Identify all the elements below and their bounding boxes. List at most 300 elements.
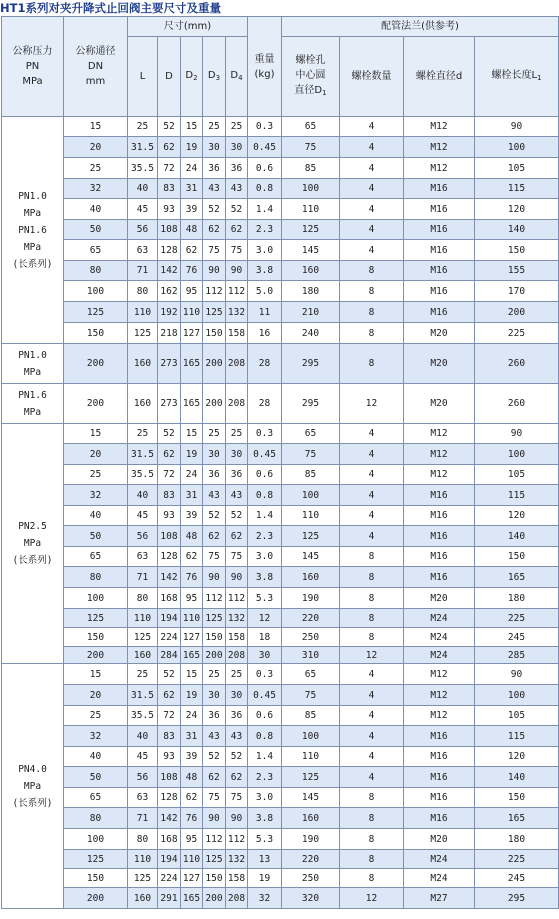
cell-bolt-len: 245: [475, 869, 559, 888]
cell-bolt-dia: M16: [404, 240, 475, 261]
header-diameter-line3: mm: [85, 76, 106, 87]
cell-d3: 125: [203, 850, 226, 869]
cell-d4: 132: [226, 609, 248, 628]
header-D3: $D_3$: [203, 37, 226, 117]
cell-dn: 125: [64, 302, 128, 323]
cell-d2: 62: [181, 240, 203, 261]
table-row: [2, 199, 559, 220]
pressure-label-line: MPa: [23, 241, 42, 253]
cell-d2: 39: [181, 747, 203, 767]
cell-d: 72: [158, 158, 181, 179]
cell-bolt-dia: M12: [404, 424, 475, 444]
header-pressure: [2, 17, 64, 117]
cell-bolt-len: 140: [475, 767, 559, 788]
header-bolt-circle-line3: 直径$D_1$: [294, 84, 327, 97]
cell-weight: 3.0: [248, 240, 282, 261]
cell-d2: 127: [181, 628, 203, 647]
cell-d3: 36: [203, 158, 226, 179]
cell-weight: 0.6: [248, 706, 282, 726]
cell-bolt-len: 180: [475, 588, 559, 609]
cell-d2: 48: [181, 220, 203, 240]
header-bolt-circle-line1: 螺栓孔: [295, 54, 326, 66]
table-row: [2, 808, 559, 829]
cell-d3: 200: [203, 888, 226, 909]
header-weight-line2: (kg): [254, 68, 275, 80]
cell-l: 40: [128, 485, 158, 506]
cell-d2: 39: [181, 199, 203, 220]
valve-spec-table: [1, 16, 559, 909]
cell-d4: 208: [226, 344, 248, 384]
cell-bolt-len: 100: [475, 444, 559, 465]
cell-bolt-circle: 65: [282, 424, 340, 444]
cell-bolt-circle: 220: [282, 609, 340, 628]
cell-d2: 31: [181, 726, 203, 747]
cell-d3: 112: [203, 829, 226, 850]
cell-d3: 25: [203, 117, 226, 137]
cell-bolt-len: 90: [475, 664, 559, 685]
cell-bolt-circle: 160: [282, 808, 340, 829]
table-row: [2, 179, 559, 199]
cell-d2: 95: [181, 829, 203, 850]
cell-bolt-circle: 250: [282, 869, 340, 888]
cell-dn: 15: [64, 664, 128, 685]
cell-bolt-circle: 75: [282, 444, 340, 465]
cell-bolt-dia: M16: [404, 506, 475, 526]
table-row: [2, 384, 559, 424]
cell-d: 62: [158, 444, 181, 465]
cell-dn: 25: [64, 706, 128, 726]
cell-bolt-circle: 65: [282, 664, 340, 685]
cell-l: 110: [128, 850, 158, 869]
cell-d: 93: [158, 506, 181, 526]
cell-bolt-count: 4: [340, 706, 404, 726]
cell-bolt-count: 12: [340, 647, 404, 664]
cell-l: 25: [128, 664, 158, 685]
cell-dn: 20: [64, 137, 128, 158]
cell-d2: 39: [181, 506, 203, 526]
table-row: [2, 137, 559, 158]
cell-dn: 20: [64, 444, 128, 465]
cell-weight: 3.8: [248, 567, 282, 588]
cell-bolt-circle: 180: [282, 281, 340, 302]
cell-weight: 0.8: [248, 179, 282, 199]
cell-l: 25: [128, 117, 158, 137]
cell-dn: 100: [64, 281, 128, 302]
cell-bolt-dia: M16: [404, 788, 475, 808]
cell-bolt-circle: 85: [282, 158, 340, 179]
cell-dn: 32: [64, 179, 128, 199]
cell-bolt-dia: M20: [404, 323, 475, 344]
cell-weight: 5.3: [248, 588, 282, 609]
cell-d2: 19: [181, 685, 203, 706]
cell-weight: 1.4: [248, 747, 282, 767]
cell-d: 194: [158, 609, 181, 628]
cell-bolt-count: 4: [340, 767, 404, 788]
cell-d2: 165: [181, 888, 203, 909]
cell-dn: 125: [64, 609, 128, 628]
cell-bolt-circle: 85: [282, 465, 340, 485]
pressure-label-line: PN2.5: [18, 521, 47, 532]
cell-weight: 3.8: [248, 261, 282, 281]
cell-d: 108: [158, 220, 181, 240]
cell-weight: 3.0: [248, 788, 282, 808]
cell-d2: 48: [181, 767, 203, 788]
cell-d2: 95: [181, 588, 203, 609]
pressure-label-line: PN1.0: [18, 349, 47, 361]
cell-d3: 43: [203, 179, 226, 199]
cell-bolt-count: 8: [340, 829, 404, 850]
cell-d3: 52: [203, 506, 226, 526]
cell-bolt-circle: 320: [282, 888, 340, 909]
cell-d3: 25: [203, 664, 226, 685]
cell-d3: 200: [203, 647, 226, 664]
cell-bolt-len: 170: [475, 281, 559, 302]
cell-bolt-len: 150: [475, 240, 559, 261]
cell-d4: 36: [226, 465, 248, 485]
cell-d2: 19: [181, 444, 203, 465]
cell-d: 93: [158, 747, 181, 767]
cell-d2: 165: [181, 647, 203, 664]
cell-bolt-len: 225: [475, 850, 559, 869]
cell-d2: 15: [181, 664, 203, 685]
cell-weight: 5.3: [248, 829, 282, 850]
cell-d: 93: [158, 199, 181, 220]
cell-d: 62: [158, 137, 181, 158]
cell-bolt-circle: 190: [282, 588, 340, 609]
cell-weight: 0.3: [248, 117, 282, 137]
header-bolt-circle: [282, 37, 340, 117]
cell-d3: 200: [203, 344, 226, 384]
cell-bolt-dia: M16: [404, 485, 475, 506]
cell-bolt-circle: 295: [282, 384, 340, 424]
cell-l: 63: [128, 788, 158, 808]
cell-bolt-circle: 110: [282, 506, 340, 526]
cell-d4: 62: [226, 220, 248, 240]
cell-l: 63: [128, 240, 158, 261]
cell-dn: 80: [64, 808, 128, 829]
header-bolt-len: 螺栓长度$L_1$: [475, 37, 559, 117]
table-row: [2, 567, 559, 588]
cell-bolt-circle: 145: [282, 240, 340, 261]
cell-l: 31.5: [128, 137, 158, 158]
header-pressure-line2: PN: [25, 61, 40, 72]
header-weight-line1: 重量: [254, 53, 275, 65]
cell-d2: 19: [181, 137, 203, 158]
cell-weight: 13: [248, 850, 282, 869]
cell-d3: 112: [203, 281, 226, 302]
cell-l: 125: [128, 628, 158, 647]
cell-bolt-dia: M12: [404, 137, 475, 158]
cell-bolt-len: 225: [475, 323, 559, 344]
cell-d4: 30: [226, 685, 248, 706]
table-row: [2, 628, 559, 647]
cell-d: 291: [158, 888, 181, 909]
cell-weight: 0.8: [248, 726, 282, 747]
cell-bolt-count: 4: [340, 179, 404, 199]
cell-d4: 112: [226, 281, 248, 302]
cell-bolt-count: 8: [340, 788, 404, 808]
table-row: [2, 747, 559, 767]
cell-d4: 43: [226, 485, 248, 506]
cell-bolt-count: 8: [340, 869, 404, 888]
cell-bolt-len: 285: [475, 647, 559, 664]
table-header: [2, 17, 559, 117]
cell-bolt-len: 115: [475, 179, 559, 199]
cell-bolt-len: 140: [475, 526, 559, 547]
cell-d: 194: [158, 850, 181, 869]
pressure-label-line: (长系列): [12, 258, 53, 270]
cell-bolt-circle: 85: [282, 706, 340, 726]
table-row: [2, 117, 559, 137]
cell-dn: 150: [64, 869, 128, 888]
table-row: [2, 850, 559, 869]
cell-l: 45: [128, 747, 158, 767]
cell-d: 273: [158, 384, 181, 424]
header-pressure-line1: 公称压力: [12, 46, 53, 57]
cell-bolt-len: 105: [475, 706, 559, 726]
cell-weight: 28: [248, 384, 282, 424]
table-row: [2, 261, 559, 281]
cell-d: 284: [158, 647, 181, 664]
cell-d4: 36: [226, 706, 248, 726]
cell-l: 125: [128, 323, 158, 344]
cell-d4: 62: [226, 767, 248, 788]
cell-d2: 76: [181, 261, 203, 281]
cell-d: 52: [158, 664, 181, 685]
cell-bolt-count: 4: [340, 424, 404, 444]
cell-dn: 15: [64, 117, 128, 137]
cell-bolt-circle: 220: [282, 850, 340, 869]
cell-weight: 0.3: [248, 664, 282, 685]
cell-l: 25: [128, 424, 158, 444]
cell-d3: 90: [203, 567, 226, 588]
pressure-label-line: PN1.6: [18, 389, 47, 401]
cell-d: 108: [158, 767, 181, 788]
cell-l: 56: [128, 526, 158, 547]
cell-bolt-count: 4: [340, 526, 404, 547]
cell-d3: 52: [203, 747, 226, 767]
cell-l: 71: [128, 808, 158, 829]
cell-bolt-dia: M12: [404, 664, 475, 685]
pressure-label-line: MPa: [23, 207, 42, 219]
cell-bolt-dia: M16: [404, 199, 475, 220]
cell-bolt-len: 180: [475, 829, 559, 850]
cell-d3: 36: [203, 706, 226, 726]
cell-d3: 30: [203, 444, 226, 465]
cell-dn: 32: [64, 726, 128, 747]
cell-d3: 90: [203, 808, 226, 829]
header-D: D: [158, 37, 181, 117]
header-pressure-line3: MPa: [22, 76, 43, 87]
cell-bolt-len: 120: [475, 199, 559, 220]
cell-d4: 75: [226, 788, 248, 808]
cell-bolt-dia: M20: [404, 588, 475, 609]
cell-d: 142: [158, 261, 181, 281]
cell-bolt-len: 90: [475, 117, 559, 137]
cell-dn: 80: [64, 261, 128, 281]
header-L: L: [128, 37, 158, 117]
table-row: [2, 685, 559, 706]
cell-weight: 3.8: [248, 808, 282, 829]
cell-weight: 0.8: [248, 485, 282, 506]
cell-weight: 0.6: [248, 158, 282, 179]
cell-bolt-circle: 75: [282, 685, 340, 706]
cell-dn: 50: [64, 767, 128, 788]
table-row: [2, 726, 559, 747]
cell-bolt-circle: 110: [282, 199, 340, 220]
cell-d2: 24: [181, 465, 203, 485]
cell-d4: 90: [226, 808, 248, 829]
cell-d4: 90: [226, 261, 248, 281]
cell-dn: 200: [64, 647, 128, 664]
cell-d2: 15: [181, 424, 203, 444]
cell-d: 192: [158, 302, 181, 323]
cell-bolt-dia: M12: [404, 444, 475, 465]
cell-dn: 40: [64, 506, 128, 526]
cell-bolt-dia: M20: [404, 829, 475, 850]
table-body: [2, 117, 559, 909]
cell-d3: 62: [203, 220, 226, 240]
cell-bolt-dia: M16: [404, 567, 475, 588]
cell-d4: 62: [226, 526, 248, 547]
cell-l: 35.5: [128, 158, 158, 179]
cell-dn: 50: [64, 526, 128, 547]
pressure-label-line: MPa: [23, 366, 42, 378]
cell-l: 80: [128, 281, 158, 302]
table-title: HT1系列对夹升降式止回阀主要尺寸及重量: [0, 1, 221, 15]
cell-bolt-count: 4: [340, 444, 404, 465]
cell-d: 273: [158, 344, 181, 384]
table-row: [2, 240, 559, 261]
cell-l: 45: [128, 506, 158, 526]
pressure-label-line: MPa: [23, 406, 42, 418]
cell-l: 56: [128, 220, 158, 240]
cell-bolt-count: 8: [340, 344, 404, 384]
cell-d3: 30: [203, 685, 226, 706]
cell-d4: 132: [226, 850, 248, 869]
cell-d: 72: [158, 465, 181, 485]
cell-bolt-count: 8: [340, 808, 404, 829]
cell-bolt-dia: M24: [404, 609, 475, 628]
cell-dn: 150: [64, 323, 128, 344]
cell-bolt-count: 8: [340, 609, 404, 628]
cell-d2: 48: [181, 526, 203, 547]
cell-d3: 150: [203, 869, 226, 888]
cell-l: 35.5: [128, 706, 158, 726]
cell-l: 71: [128, 567, 158, 588]
pressure-group-label: [2, 384, 64, 424]
table-row: [2, 664, 559, 685]
cell-bolt-count: 4: [340, 117, 404, 137]
cell-weight: 18: [248, 628, 282, 647]
header-bolt-circle-line2: 中心圆: [295, 69, 326, 81]
cell-d3: 30: [203, 137, 226, 158]
cell-d4: 52: [226, 747, 248, 767]
cell-dn: 65: [64, 788, 128, 808]
cell-d2: 95: [181, 281, 203, 302]
cell-d3: 52: [203, 199, 226, 220]
cell-dn: 80: [64, 567, 128, 588]
cell-d3: 62: [203, 526, 226, 547]
cell-bolt-count: 4: [340, 137, 404, 158]
cell-bolt-count: 8: [340, 588, 404, 609]
cell-dn: 25: [64, 465, 128, 485]
cell-d4: 90: [226, 567, 248, 588]
cell-bolt-dia: M16: [404, 726, 475, 747]
cell-bolt-dia: M12: [404, 706, 475, 726]
cell-dn: 200: [64, 344, 128, 384]
cell-d: 52: [158, 424, 181, 444]
cell-d4: 158: [226, 323, 248, 344]
cell-d2: 62: [181, 788, 203, 808]
cell-d: 168: [158, 829, 181, 850]
table-row: [2, 767, 559, 788]
cell-d: 108: [158, 526, 181, 547]
cell-bolt-count: 4: [340, 685, 404, 706]
cell-d4: 208: [226, 888, 248, 909]
cell-bolt-count: 12: [340, 888, 404, 909]
cell-d4: 208: [226, 384, 248, 424]
cell-bolt-circle: 190: [282, 829, 340, 850]
cell-bolt-circle: 310: [282, 647, 340, 664]
cell-l: 31.5: [128, 444, 158, 465]
cell-d4: 43: [226, 726, 248, 747]
cell-d4: 75: [226, 547, 248, 567]
cell-weight: 0.3: [248, 424, 282, 444]
header-bolt-dia: 螺栓直径d: [404, 37, 475, 117]
cell-d: 83: [158, 485, 181, 506]
cell-l: 45: [128, 199, 158, 220]
header-size-group: 尺寸(mm): [128, 17, 248, 37]
cell-d2: 110: [181, 850, 203, 869]
table-row: [2, 323, 559, 344]
header-diameter-line2: DN: [87, 61, 104, 72]
cell-d2: 127: [181, 869, 203, 888]
cell-d4: 30: [226, 137, 248, 158]
cell-bolt-len: 260: [475, 384, 559, 424]
cell-bolt-len: 260: [475, 344, 559, 384]
cell-bolt-dia: M16: [404, 220, 475, 240]
cell-bolt-len: 225: [475, 609, 559, 628]
cell-d4: 25: [226, 424, 248, 444]
cell-d: 142: [158, 808, 181, 829]
cell-d4: 25: [226, 664, 248, 685]
cell-bolt-dia: M16: [404, 547, 475, 567]
header-diameter-line1: 公称通径: [75, 46, 116, 57]
cell-d2: 110: [181, 302, 203, 323]
cell-bolt-circle: 65: [282, 117, 340, 137]
header-D4: $D_4$: [226, 37, 248, 117]
cell-d: 128: [158, 240, 181, 261]
cell-bolt-count: 4: [340, 158, 404, 179]
cell-l: 110: [128, 302, 158, 323]
cell-d2: 24: [181, 706, 203, 726]
header-bolt-count: 螺栓数量: [340, 37, 404, 117]
pressure-label-line: MPa: [23, 780, 42, 792]
cell-bolt-len: 150: [475, 788, 559, 808]
table-row: [2, 485, 559, 506]
cell-bolt-circle: 100: [282, 179, 340, 199]
cell-bolt-len: 115: [475, 726, 559, 747]
cell-d3: 112: [203, 588, 226, 609]
cell-bolt-count: 4: [340, 199, 404, 220]
cell-bolt-count: 8: [340, 302, 404, 323]
cell-l: 160: [128, 344, 158, 384]
cell-bolt-circle: 125: [282, 220, 340, 240]
cell-bolt-count: 4: [340, 726, 404, 747]
table-row: [2, 158, 559, 179]
pressure-group-label: [2, 424, 64, 664]
